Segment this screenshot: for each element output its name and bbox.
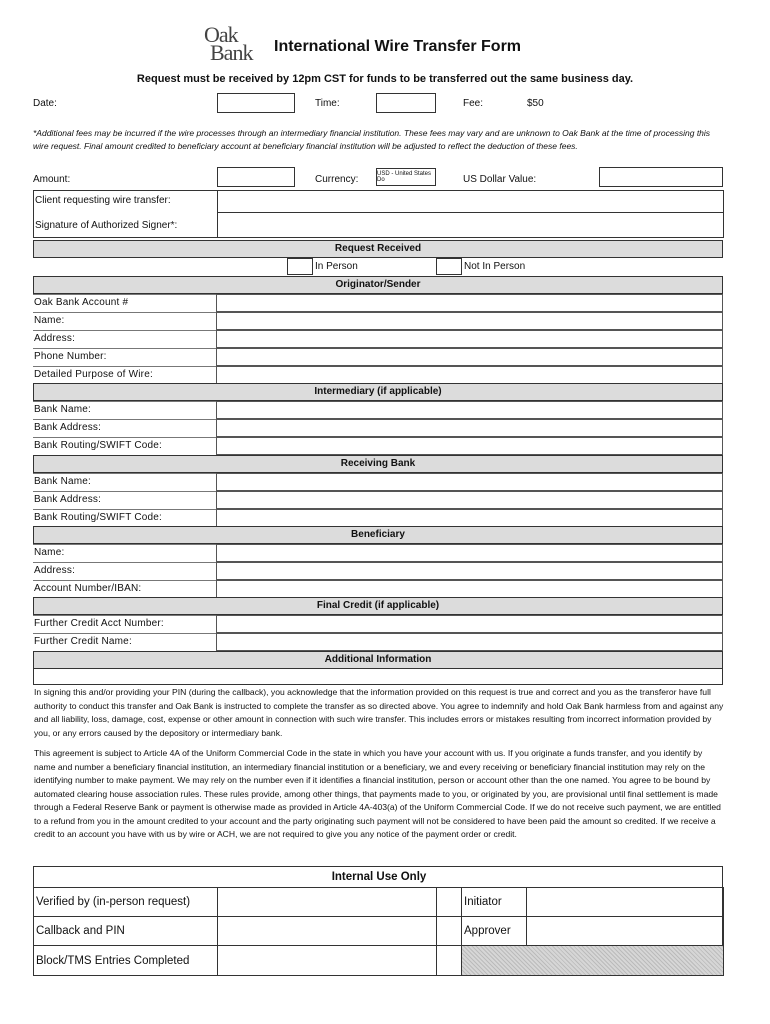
text-field[interactable] [216, 580, 723, 598]
receiving-bank-address-row [33, 491, 723, 509]
initiator-label: Initiator [461, 887, 527, 917]
not-in-person-checkbox[interactable] [436, 258, 462, 275]
internal-use-header: Internal Use Only [33, 866, 723, 888]
page-title: International Wire Transfer Form [274, 38, 522, 55]
further-credit-acct-row [33, 615, 723, 633]
originator-phone-row [33, 348, 723, 366]
field-label: Bank Name: [34, 476, 92, 487]
shaded-cell [461, 945, 724, 976]
beneficiary-account-row [33, 580, 723, 598]
currency-label: Currency: [315, 174, 359, 185]
beneficiary-name-row [33, 544, 723, 562]
block-tms-label: Block/TMS Entries Completed [33, 945, 218, 976]
further-credit-name-row [33, 633, 723, 651]
callback-label: Callback and PIN [33, 916, 218, 946]
field-label: Address: [34, 333, 76, 344]
text-field[interactable] [216, 348, 723, 366]
beneficiary-header: Beneficiary [33, 526, 723, 544]
deadline-notice: Request must be received by 12pm CST for funds to be transferred out the same business day. [136, 73, 634, 85]
amount-label: Amount: [33, 174, 71, 185]
intermediary-header: Intermediary (if applicable) [33, 383, 723, 401]
fee-label: Fee: [463, 98, 484, 109]
originator-address-row [33, 330, 723, 348]
callback-field[interactable] [217, 916, 437, 946]
additional-info-field[interactable] [33, 668, 723, 685]
originator-purpose-row [33, 366, 723, 384]
text-field[interactable] [216, 544, 723, 562]
currency-value: USD - United States Do [377, 171, 432, 183]
amount-field[interactable] [217, 167, 295, 187]
text-field[interactable] [216, 491, 723, 509]
callback-checkbox[interactable] [436, 916, 462, 946]
receiving-bank-name-row [33, 473, 723, 491]
date-field[interactable] [217, 93, 295, 113]
block-tms-field[interactable] [217, 945, 437, 976]
fee-note: *Additional fees may be incurred if the wire processes through an intermediary financial institution. These fees may vary and are unknown to Oak Bank at the time of processing this wire request. Final amount credited to beneficiary account at beneficiary financial institution will be adjusted to reflect the deduction of these fees. [33, 128, 711, 151]
time-label: Time: [315, 98, 340, 109]
block-tms-checkbox[interactable] [436, 945, 462, 976]
additional-info-header: Additional Information [33, 651, 723, 669]
field-label: Phone Number: [34, 351, 107, 362]
text-field[interactable] [216, 562, 723, 580]
verified-field[interactable] [217, 887, 437, 917]
in-person-label: In Person [315, 261, 358, 272]
usd-value-field[interactable] [599, 167, 723, 187]
verified-label: Verified by (in-person request) [33, 887, 218, 917]
approver-field[interactable] [526, 916, 724, 946]
field-label: Bank Address: [34, 494, 102, 505]
receiving-routing-row [33, 509, 723, 527]
intermediary-bank-address-row [33, 419, 723, 437]
signature-field[interactable] [217, 212, 724, 238]
client-field[interactable] [217, 190, 724, 213]
logo-line-1: Oak [204, 22, 238, 47]
fee-value: $50 [527, 98, 544, 109]
text-field[interactable] [216, 473, 723, 491]
text-field[interactable] [216, 312, 723, 330]
in-person-checkbox[interactable] [287, 258, 313, 275]
time-field[interactable] [376, 93, 436, 113]
field-label: Bank Name: [34, 404, 92, 415]
currency-select[interactable] [376, 168, 436, 186]
receiving-bank-header: Receiving Bank [33, 455, 723, 473]
signature-label: Signature of Authorized Signer*: [35, 220, 178, 231]
field-label: Further Credit Name: [34, 636, 132, 647]
field-label: Oak Bank Account # [34, 297, 129, 308]
usd-value-label: US Dollar Value: [463, 174, 537, 185]
text-field[interactable] [216, 366, 723, 384]
text-field[interactable] [216, 330, 723, 348]
field-label: Bank Routing/SWIFT Code: [34, 512, 163, 523]
text-field[interactable] [216, 633, 723, 651]
text-field[interactable] [216, 419, 723, 437]
field-label: Account Number/IBAN: [34, 583, 142, 594]
originator-header: Originator/Sender [33, 276, 723, 294]
field-label: Detailed Purpose of Wire: [34, 369, 153, 380]
field-label: Name: [34, 315, 65, 326]
verified-checkbox[interactable] [436, 887, 462, 917]
text-field[interactable] [216, 294, 723, 312]
field-label: Further Credit Acct Number: [34, 618, 164, 629]
originator-account-row [33, 294, 723, 312]
text-field[interactable] [216, 437, 723, 455]
client-signature-block [33, 190, 723, 238]
field-label: Address: [34, 565, 76, 576]
originator-name-row [33, 312, 723, 330]
oak-bank-logo [204, 22, 266, 72]
initiator-field[interactable] [526, 887, 724, 917]
internal-use-table [33, 866, 723, 976]
field-label: Bank Routing/SWIFT Code: [34, 440, 163, 451]
client-label: Client requesting wire transfer: [35, 195, 171, 206]
acknowledgement-paragraph: In signing this and/or providing your PIN (during the callback), you acknowledge that the information provided on this request is true and correct and you as the transferor have full authority to conduct this transfer and Oak Bank is instructed to complete the transfer as so directed above. You agree to indemnify and hold Oak Bank harmless from and against any and all liability, loss, damage, cost, expense or other amount in connection with such wire transfer. This includes errors or mistakes resulting from incorrect information provided by you, or any errors caused by the depository or intermediary bank. [34, 687, 724, 738]
not-in-person-label: Not In Person [464, 261, 526, 272]
approver-label: Approver [461, 916, 527, 946]
field-label: Bank Address: [34, 422, 102, 433]
beneficiary-address-row [33, 562, 723, 580]
request-received-header: Request Received [33, 240, 723, 258]
field-label: Name: [34, 547, 65, 558]
text-field[interactable] [216, 401, 723, 419]
text-field[interactable] [216, 509, 723, 527]
logo-line-2: Bank [210, 40, 253, 65]
intermediary-bank-name-row [33, 401, 723, 419]
final-credit-header: Final Credit (if applicable) [33, 597, 723, 615]
date-label: Date: [33, 98, 57, 109]
text-field[interactable] [216, 615, 723, 633]
ucc-agreement-paragraph: This agreement is subject to Article 4A of the Uniform Commercial Code in the state in which you have your account with us. If you originate a funds transfer, and you identify by name and number a beneficiary financial institution, an intermediary financial institution or a beneficiary, we and every receiving or beneficiary financial institution may rely on the identifying number to make payment. We may rely on the number even if it identifies a financial institution, person or account other than the one named. You agree to be bound by automated clearing house association rules. These rules provide, among other things, that payments made to you, or originated by you, are provisional until final settlement is made through a Federal Reserve Bank or payment is otherwise made as provided in Article 4A-403(a) of the Uniform Commercial Code. If we do not receive such payment, we are entitled to a refund from you in the amount credited to your account and the party originating such payment will not be considered to have been paid the amount so credited. If we receive a credit to an account you have with us by wire or ACH, we are not required to give you any notice of the payment order or credit. [34, 748, 721, 839]
intermediary-routing-row [33, 437, 723, 455]
